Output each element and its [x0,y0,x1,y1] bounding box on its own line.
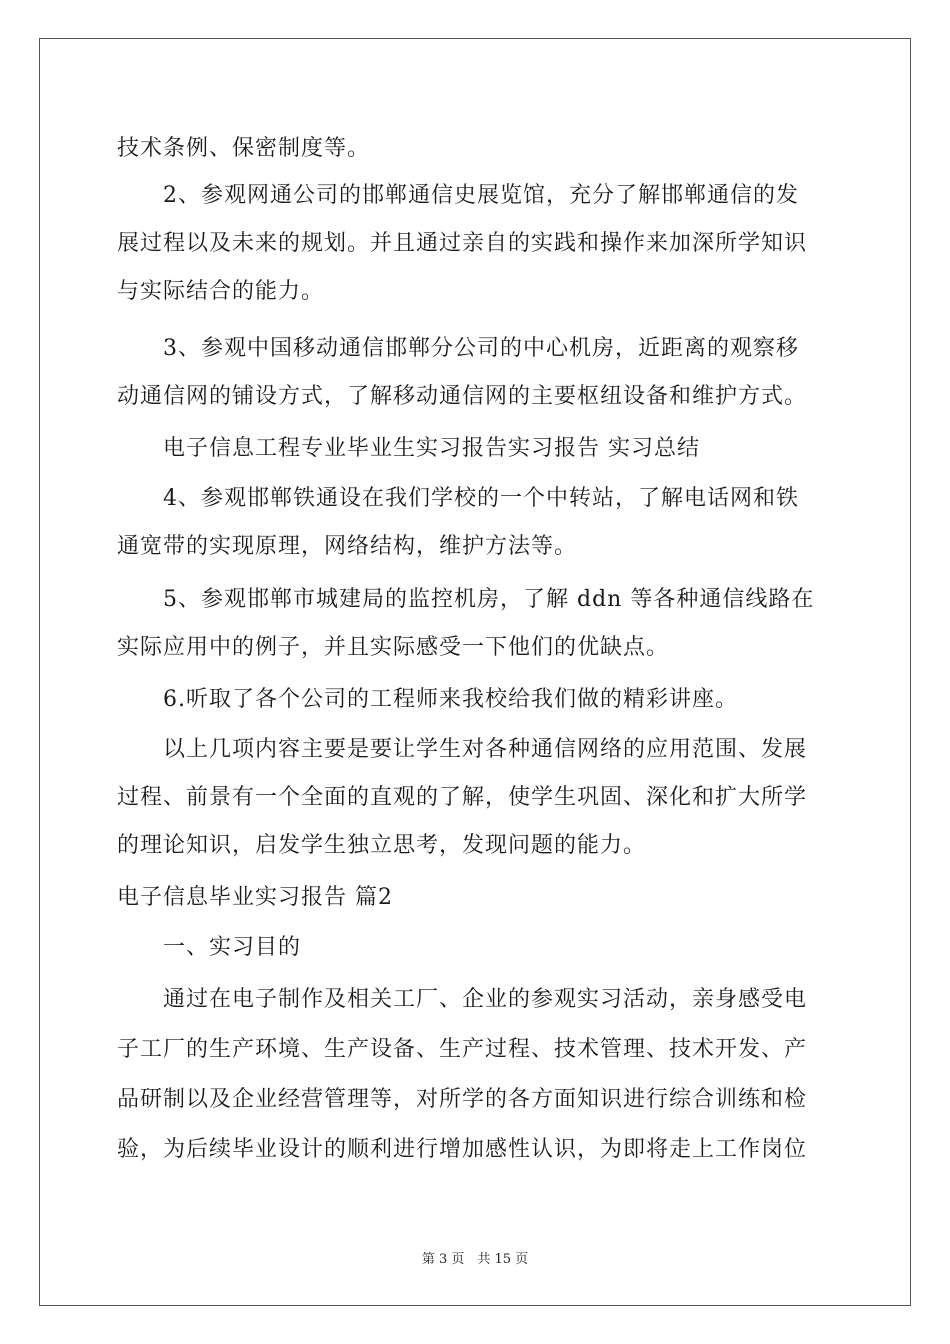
text-line: 以上几项内容主要是要让学生对各种通信网络的应用范围、发展 [163,737,808,762]
text-line: 品研制以及企业经营管理等，对所学的各方面知识进行综合训练和检 [117,1087,808,1112]
text-line: 3、参观中国移动通信邯郸分公司的中心机房，近距离的观察移 [163,336,799,361]
text-line: 的理论知识，启发学生独立思考，发现问题的能力。 [117,833,647,858]
section-heading: 电子信息毕业实习报告 篇2 [117,885,393,910]
text-line: 通宽带的实现原理，网络结构，维护方法等。 [117,534,578,559]
text-line: 子工厂的生产环境、生产设备、生产过程、技术管理、技术开发、产 [117,1037,808,1062]
text-line: 展过程以及未来的规划。并且通过亲自的实践和操作来加深所学知识 [117,231,808,256]
text-line: 技术条例、保密制度等。 [117,136,371,161]
text-line: 电子信息工程专业毕业生实习报告实习报告 实习总结 [163,436,700,461]
text-line: 5、参观邯郸市城建局的监控机房，了解 ddn 等各种通信线路在 [163,587,815,612]
text-line: 实际应用中的例子，并且实际感受一下他们的优缺点。 [117,635,670,660]
text-line: 通过在电子制作及相关工厂、企业的参观实习活动，亲身感受电 [163,987,808,1012]
page-number: 第 3 页 共 15 页 [421,1252,529,1267]
text-line: 2、参观网通公司的邯郸通信史展览馆，充分了解邯郸通信的发 [163,183,799,208]
text-line: 过程、前景有一个全面的直观的了解，使学生巩固、深化和扩大所学 [117,785,808,810]
text-line: 动通信网的铺设方式，了解移动通信网的主要枢纽设备和维护方式。 [117,384,808,409]
subsection-heading: 一、实习目的 [163,935,302,960]
text-line: 6.听取了各个公司的工程师来我校给我们做的精彩讲座。 [163,687,738,712]
text-line: 4、参观邯郸铁通设在我们学校的一个中转站，了解电话网和铁 [163,486,799,511]
text-line: 验，为后续毕业设计的顺利进行增加感性认识，为即将走上工作岗位 [117,1137,808,1162]
text-line: 与实际结合的能力。 [117,279,325,304]
